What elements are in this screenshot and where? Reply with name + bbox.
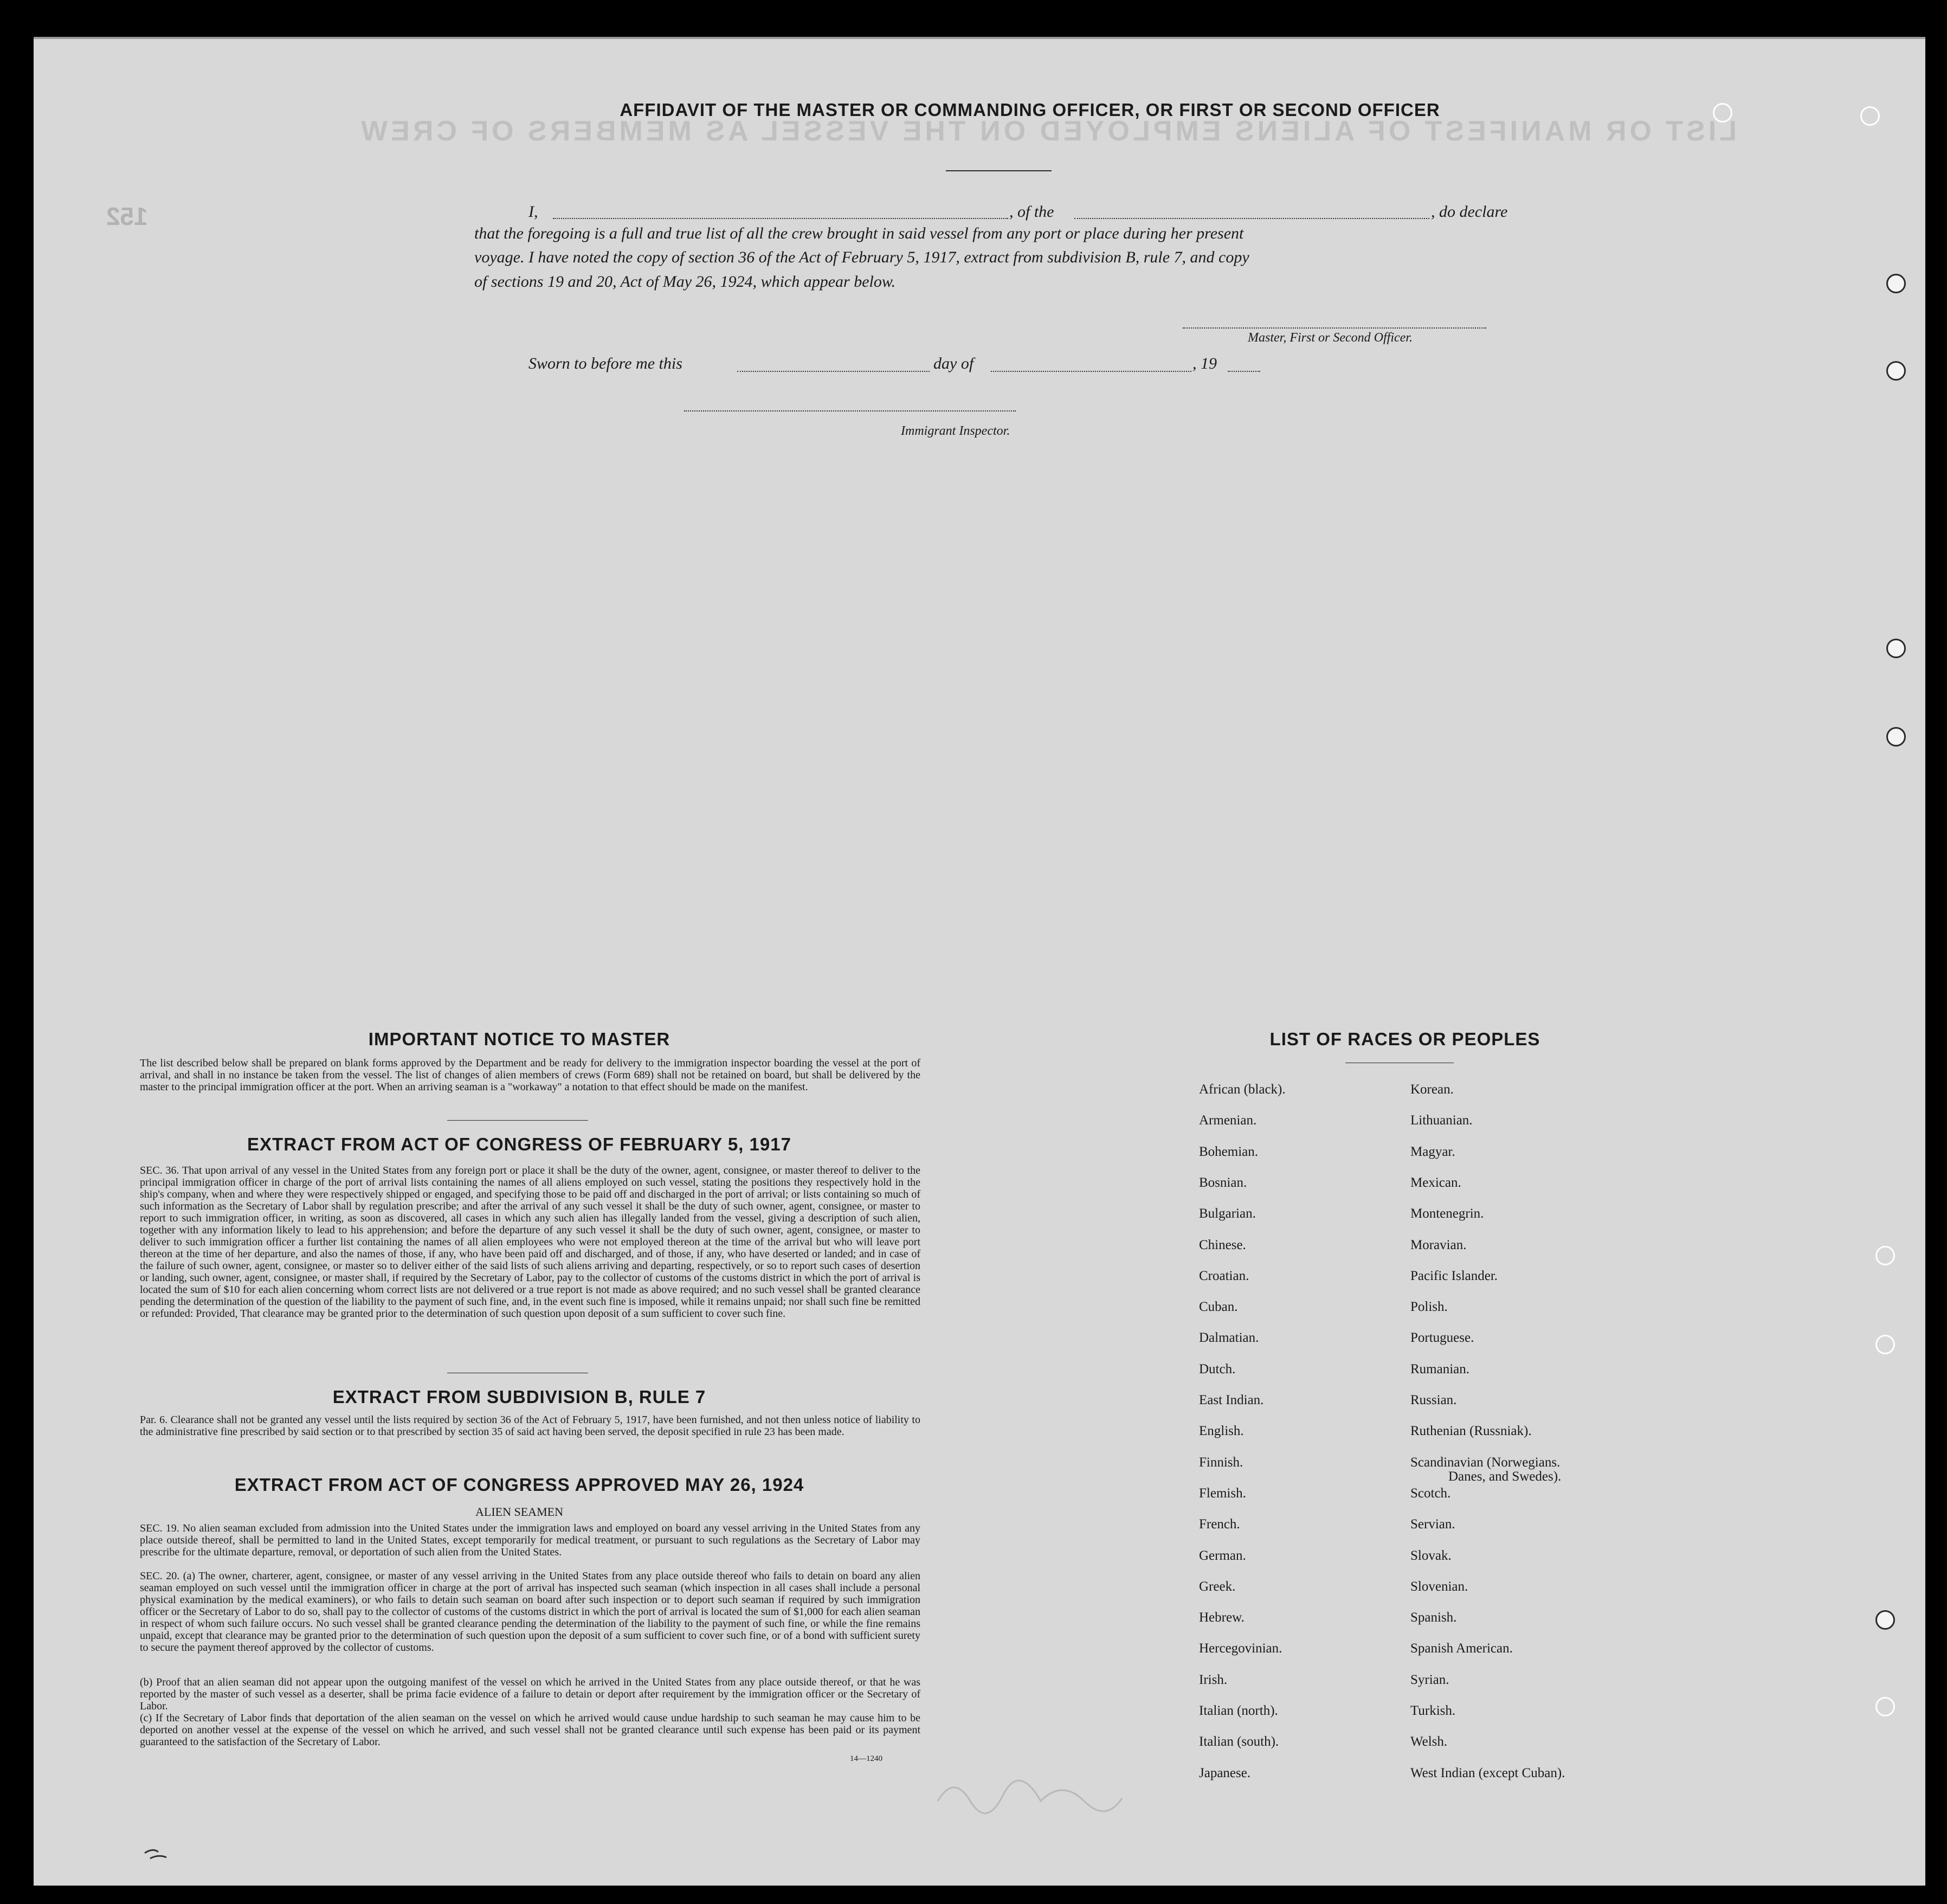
race-item: Russian. xyxy=(1410,1393,1457,1407)
race-item: Irish. xyxy=(1199,1673,1228,1687)
race-item: Cuban. xyxy=(1199,1300,1238,1314)
vessel-blank xyxy=(1074,218,1429,219)
race-item: Hebrew. xyxy=(1199,1610,1245,1625)
race-item: Flemish. xyxy=(1199,1486,1246,1501)
race-item: French. xyxy=(1199,1517,1240,1532)
affidavit-of-the: , of the xyxy=(1009,203,1054,221)
bleed-through-title: LIST OR MANIFEST OF ALIENS EMPLOYED ON THE VESSEL AS MEMBERS OF CREW xyxy=(358,115,1737,147)
race-item: Pacific Islander. xyxy=(1410,1269,1498,1283)
race-item: East Indian. xyxy=(1199,1393,1264,1407)
binder-hole xyxy=(1886,274,1906,293)
faint-handwriting xyxy=(932,1768,1160,1823)
race-item: Finnish. xyxy=(1199,1455,1243,1470)
name-blank xyxy=(553,218,1008,219)
race-item: Bulgarian. xyxy=(1199,1206,1256,1221)
race-item: Welsh. xyxy=(1410,1734,1448,1749)
race-item: Moravian. xyxy=(1410,1238,1467,1252)
binder-hole xyxy=(1875,1335,1895,1354)
affidavit-declare: , do declare xyxy=(1431,203,1508,221)
extract-1924-subtitle: ALIEN SEAMEN xyxy=(475,1505,563,1519)
section-20b: (b) Proof that an alien seaman did not appear upon the outgoing manifest of the vessel on which he arrived in the United States from any place outside thereof, or that he was reported by the master of such vessel as a deserter, shall be prima facie evidence of a failure to detain or deport after requirement by the immigration officer or the Secretary of Labor. xyxy=(140,1676,920,1712)
affidavit-line-3: voyage. I have noted the copy of section 36 of the Act of February 5, 1917, extract from subdivision B, rule 7, and copy xyxy=(474,248,1249,266)
race-item: Syrian. xyxy=(1410,1673,1449,1687)
race-item: Italian (north). xyxy=(1199,1703,1278,1718)
race-item: Croatian. xyxy=(1199,1269,1249,1283)
race-item: German. xyxy=(1199,1548,1246,1563)
race-item: Polish. xyxy=(1410,1300,1448,1314)
race-item: Armenian. xyxy=(1199,1113,1257,1128)
notice-body: The list described below shall be prepared on blank forms approved by the Department and be ready for delivery to the immigration inspector boarding the vessel at the port of arrival, and shall in no instance be taken from the vessel. The list of changes of alien members of crews (Form 689) shall not be retained on board, but shall be delivered by the master to the principal immigration officer at the port. When an arriving seaman is a "workaway" a notation to that effect should be made on the manifest. xyxy=(140,1057,920,1093)
binder-hole xyxy=(1875,1697,1895,1716)
binder-hole xyxy=(1875,1246,1895,1265)
affidavit-i: I, xyxy=(528,203,538,221)
race-item: Spanish. xyxy=(1410,1610,1457,1625)
sworn-month-blank xyxy=(991,371,1191,372)
section-20c: (c) If the Secretary of Labor finds that deportation of the alien seaman on the vessel on which he arrived would cause undue hardship to such seaman he may cause him to be deported on another vessel at the expense of the vessel on which he arrived, and such vessel shall not be granted clearance until such expense has been paid or its payment guaranteed to the satisfaction of the Secretary of Labor. xyxy=(140,1712,920,1748)
race-item: Slovenian. xyxy=(1410,1579,1468,1594)
pencil-mark xyxy=(142,1842,175,1864)
race-item: Montenegrin. xyxy=(1410,1206,1484,1221)
race-item: Scotch. xyxy=(1410,1486,1451,1501)
race-item: Portuguese. xyxy=(1410,1330,1474,1345)
race-item: Scandinavian (Norwegians. xyxy=(1410,1455,1561,1470)
race-item: Magyar. xyxy=(1410,1144,1455,1159)
form-number: 14—1240 xyxy=(850,1754,882,1763)
race-item: Danes, and Swedes). xyxy=(1448,1469,1562,1484)
binder-hole xyxy=(1875,1610,1895,1630)
race-item: Bosnian. xyxy=(1199,1175,1247,1190)
race-item: Rumanian. xyxy=(1410,1362,1470,1376)
inspector-label: Immigrant Inspector. xyxy=(901,424,1010,438)
inspector-signature-blank xyxy=(684,410,1016,411)
section-20a: SEC. 20. (a) The owner, charterer, agent, consignee, or master of any vessel arriving in the United States from any place outside thereof who fails to detain on board any alien seaman employed on such vessel until the immigration officer in charge at the port of arrival has inspected such seaman (which inspection in all cases shall include a personal physical examination by the medical examiners), or who fails to detain such seaman on board after such inspection or to deport such seaman if required by such immigration officer or the Secretary of Labor to do so, shall pay to the collector of customs of the customs district in which the port of arrival is located the sum of $1,000 for each alien seaman in respect of whom such failure occurs. No such vessel shall be granted clearance pending the determination of the liability to the payment of such fine, or while the fine remains unpaid, except that clearance may be granted prior to the determination of such question upon the deposit of a sum sufficient to cover such fine, or of a bond with sufficient surety to secure the payment thereof approved by the collector of customs. xyxy=(140,1570,920,1654)
affidavit-line-2: that the foregoing is a full and true list of all the crew brought in said vessel from any port or place during her present xyxy=(474,224,1244,242)
race-item: Greek. xyxy=(1199,1579,1236,1594)
sworn-day-blank xyxy=(737,371,930,372)
binder-hole xyxy=(1886,639,1906,658)
notice-title: IMPORTANT NOTICE TO MASTER xyxy=(368,1029,671,1049)
race-item: African (black). xyxy=(1199,1082,1286,1097)
sworn-text: Sworn to before me this xyxy=(528,355,682,372)
divider xyxy=(447,1120,588,1121)
binder-hole xyxy=(1713,103,1732,123)
master-signature-label: Master, First or Second Officer. xyxy=(1248,331,1413,345)
races-title: LIST OF RACES OR PEOPLES xyxy=(1269,1029,1540,1049)
title-underline xyxy=(946,170,1052,171)
race-item: Chinese. xyxy=(1199,1238,1246,1252)
extract-1917-body: SEC. 36. That upon arrival of any vessel in the United States from any foreign port or place it shall be the duty of the owner, agent, consignee, or master thereof to deliver to the principal immigration officer in charge of the port of arrival lists containing the names of all aliens employed on such vessel, stating the positions they respectively hold in the ship's company, when and where they were respectively shipped or engaged, and specifying those to be paid off and discharged in the port of arrival; or lists containing so much of such information as the Secretary of Labor shall by regulation prescribe; and after the arrival of any such vessel it shall be the duty of such owner, agent, consignee, or master to report to such immigration officer, in writing, as soon as discovered, all cases in which any such alien has illegally landed from the vessel, giving a description of such alien, together with any information likely to lead to his apprehension; and before the departure of any such vessel it shall be the duty of such owner, agent, consignee, or master to deliver to such immigration officer a further list containing the names of all alien employees who were not employed thereon at the time of the arrival but who will leave port thereon at the time of her departure, and also the names of those, if any, who have been paid off and discharged, and of those, if any, who have deserted or landed; and in case of the failure of such owner, agent, consignee, or master so to deliver either of the said lists of such aliens arriving and departing, respectively, or so to report such cases of desertion or landing, such owner, agent, consignee, or master shall, if required by the Secretary of Labor, pay to the collector of customs of the customs district in which the port of arrival is located the sum of $10 for each alien concerning whom correct lists are not delivered or a true report is not made as above required; and no such vessel shall be granted clearance pending the determination of the question of the liability to the payment of such fine, and, in the event such fine is imposed, while it remains unpaid; nor shall such fine be remitted or refunded: Provided, That clearance may be granted prior to the determination of such question upon deposit of a sum sufficient to cover such fine. xyxy=(140,1165,920,1320)
race-item: Ruthenian (Russniak). xyxy=(1410,1424,1532,1438)
extract-1924-title: EXTRACT FROM ACT OF CONGRESS APPROVED MAY 26, 1924 xyxy=(234,1475,804,1495)
sworn-year: , 19 xyxy=(1192,355,1217,372)
master-signature-blank xyxy=(1183,327,1486,329)
race-item: Dalmatian. xyxy=(1199,1330,1259,1345)
race-item: Spanish American. xyxy=(1410,1641,1513,1656)
race-item: Turkish. xyxy=(1410,1703,1456,1718)
sworn-year-blank xyxy=(1228,371,1260,372)
race-item: Lithuanian. xyxy=(1410,1113,1473,1128)
extract-1917-title: EXTRACT FROM ACT OF CONGRESS OF FEBRUARY 5, 1917 xyxy=(247,1134,791,1154)
race-item: Hercegovinian. xyxy=(1199,1641,1282,1656)
race-item: Slovak. xyxy=(1410,1548,1452,1563)
race-item: Servian. xyxy=(1410,1517,1455,1532)
extract-rule7-body: Par. 6. Clearance shall not be granted any vessel until the lists required by section 36 of the Act of February 5, 1917, have been furnished, and not then unless notice of liability to the administrative fine prescribed by said section or to that prescribed by section 35 of said act having been served, the deposit specified in rule 23 has been made. xyxy=(140,1414,920,1438)
sworn-day-of: day of xyxy=(933,355,974,372)
race-item: Mexican. xyxy=(1410,1175,1461,1190)
race-item: English. xyxy=(1199,1424,1244,1438)
race-item: Dutch. xyxy=(1199,1362,1236,1376)
binder-hole xyxy=(1886,361,1906,381)
race-item: Bohemian. xyxy=(1199,1144,1259,1159)
race-item: Japanese. xyxy=(1199,1766,1251,1780)
race-item: West Indian (except Cuban). xyxy=(1410,1766,1565,1780)
affidavit-line-4: of sections 19 and 20, Act of May 26, 1924, which appear below. xyxy=(474,273,896,291)
race-item: Korean. xyxy=(1410,1082,1454,1097)
section-19: SEC. 19. No alien seaman excluded from admission into the United States under the immigration laws and employed on board any vessel arriving in the United States from any place outside thereof, shall be permitted to land in the United States, except temporarily for medical treatment, or pursuant to such regulations as the Secretary of Labor may prescribe for the ultimate departure, removal, or deportation of such alien from the United States. xyxy=(140,1522,920,1558)
race-item: Italian (south). xyxy=(1199,1734,1279,1749)
extract-rule7-title: EXTRACT FROM SUBDIVISION B, RULE 7 xyxy=(332,1387,706,1407)
bleed-through-stamp: 152 xyxy=(106,202,148,230)
binder-hole xyxy=(1886,727,1906,747)
affidavit-title: AFFIDAVIT OF THE MASTER OR COMMANDING OFFICER, OR FIRST OR SECOND OFFICER xyxy=(620,100,1440,120)
binder-hole xyxy=(1860,106,1880,126)
